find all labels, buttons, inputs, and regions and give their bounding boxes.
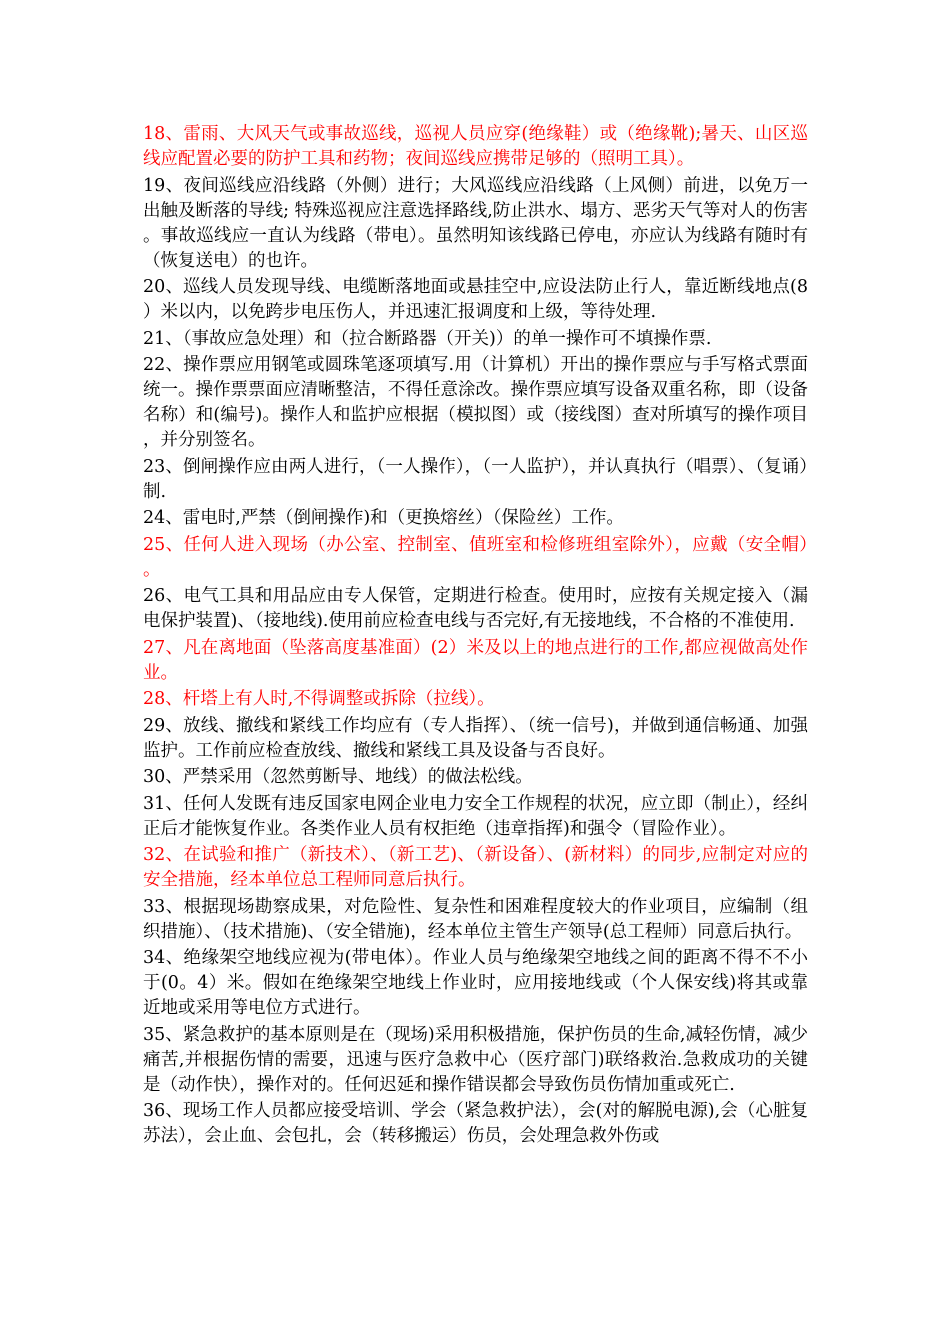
document-body	[143, 122, 808, 1151]
paragraph-27: 27、凡在离地面（坠落高度基准面）(2）米及以上的地点进行的工作,都应视做高处作业。	[143, 637, 808, 683]
paragraph-29: 29、放线、撤线和紧线工作均应有（专人指挥）、（统一信号)，并做到通信畅通、加强监护。工作前应检查放线、撤线和紧线工具及设备与否良好。	[143, 715, 808, 761]
paragraph-31: 31、任何人发既有违反国家电网企业电力安全工作规程的状况，应立即（制止），经纠正后才能恢复作业。各类作业人员有权拒绝（违章指挥)和强令（冒险作业）。	[143, 793, 808, 839]
paragraph-26: 26、电气工具和用品应由专人保管，定期进行检查。使用时，应按有关规定接入（漏电保护装置)、（接地线).使用前应检查电线与否完好,有无接地线，不合格的不准使用.	[143, 586, 808, 631]
paragraph-20: 20、巡线人员发现导线、电缆断落地面或悬挂空中,应设法防止行人，靠近断线地点(8）米以内，以免跨步电压伤人，并迅速汇报调度和上级，等待处理.	[143, 277, 808, 322]
paragraph-19: 19、夜间巡线应沿线路（外侧）进行；大风巡线应沿线路（上风侧）前进，以免万一出触及断落的导线; 特殊巡视应注意选择路线,防止洪水、塌方、恶劣天气等对人的伤害。事故巡线应一直认为线路（带电）。虽然明知该线路已停电，亦应认为线路有随时有（恢复送电）的也许。	[143, 175, 808, 271]
paragraph-25: 25、任何人进入现场（办公室、控制室、值班室和检修班组室除外），应戴（安全帽）。	[143, 534, 808, 580]
paragraph-35: 35、紧急救护的基本原则是在（现场)采用积极措施，保护伤员的生命,减轻伤情，减少痛苦,并根据伤情的需要，迅速与医疗急救中心（医疗部门)联络救治.急救成功的关键是（动作快），操作对的。任何迟延和操作错误都会导致伤员伤情加重或死亡.	[143, 1024, 808, 1095]
paragraph-32: 32、在试验和推广（新技术）、（新工艺)、（新设备）、(新材料）的同步,应制定对应的安全措施，经本单位总工程师同意后执行。	[143, 845, 808, 890]
paragraph-34: 34、绝缘架空地线应视为(带电体）。作业人员与绝缘架空地线之间的距离不得不不小于(0。4）米。假如在绝缘架空地线上作业时，应用接地线或（个人保安线)将其或靠近地或采用等电位方式进行。	[143, 948, 808, 1018]
paragraph-28: 28、杆塔上有人时,不得调整或拆除（拉线）。	[143, 689, 495, 709]
paragraph-21: 21、（事故应急处理）和（拉合断路器（开关)）的单一操作可不填操作票.	[143, 328, 712, 349]
paragraph-36: 36、现场工作人员都应接受培训、学会（紧急救护法），会(对的解脱电源),会（心脏复苏法），会止血、会包扎，会（转移搬运）伤员，会处理急救外伤或	[143, 1101, 808, 1146]
paragraph-23: 23、倒闸操作应由两人进行，（一人操作），（一人监护），并认真执行（唱票）、（复诵）制.	[143, 456, 808, 502]
paragraph-33: 33、根据现场勘察成果，对危险性、复杂性和困难程度较大的作业项目，应编制（组织措施）、（技术措施)、（安全错施)，经本单位主管生产领导(总工程师）同意后执行。	[143, 896, 808, 942]
paragraph-30: 30、严禁采用（忽然剪断导、地线）的做法松线。	[143, 767, 533, 787]
paragraph-18: 18、雷雨、大风天气或事故巡线，巡视人员应穿(绝缘鞋）或（绝缘靴);暑天、山区巡线应配置必要的防护工具和药物；夜间巡线应携带足够的（照明工具）。	[143, 124, 808, 169]
paragraph-22: 22、操作票应用钢笔或圆珠笔逐项填写.用（计算机）开出的操作票应与手写格式票面统一。操作票票面应清晰整洁，不得任意涂改。操作票应填写设备双重名称，即（设备名称）和(编号)。操作人和监护应根据（模拟图）或（接线图）查对所填写的操作项目，并分别签名。	[143, 355, 808, 450]
paragraph-24: 24、雷电时,严禁（倒闸操作)和（更换熔丝）（保险丝）工作。	[143, 508, 624, 528]
